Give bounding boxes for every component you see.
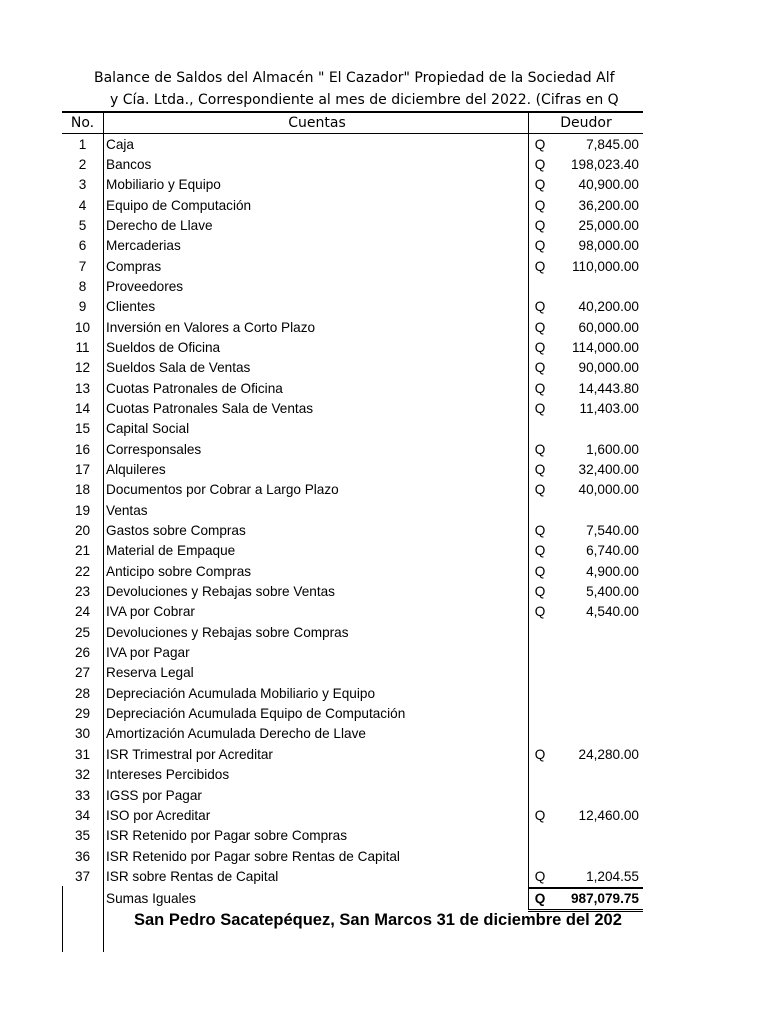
table-row <box>62 216 643 236</box>
row-currency <box>529 785 552 805</box>
row-debit: 7,845.00 <box>586 136 639 152</box>
row-number: 19 <box>74 502 91 518</box>
table-row <box>62 134 643 155</box>
row-currency: Q <box>529 155 552 175</box>
row-debit: 90,000.00 <box>578 360 639 376</box>
row-debit: 114,000.00 <box>571 339 639 355</box>
left-border-line <box>62 886 63 952</box>
row-account: IGSS por Pagar <box>104 785 529 805</box>
row-number: 33 <box>74 787 91 803</box>
row-number: 14 <box>74 400 91 416</box>
table-row <box>62 317 643 337</box>
row-debit: 32,400.00 <box>578 462 639 478</box>
row-number: 2 <box>78 156 87 172</box>
row-currency: Q <box>529 195 552 215</box>
row-currency: Q <box>529 134 552 155</box>
row-account: Mercaderias <box>104 236 529 256</box>
row-currency: Q <box>529 745 552 765</box>
row-currency <box>529 501 552 521</box>
row-currency: Q <box>529 562 552 582</box>
row-currency: Q <box>529 216 552 236</box>
table-row <box>62 399 643 419</box>
row-currency <box>529 684 552 704</box>
row-debit: 4,900.00 <box>586 563 639 579</box>
row-currency <box>529 643 552 663</box>
row-account: Capital Social <box>104 419 529 439</box>
row-number: 27 <box>74 665 91 681</box>
totals-debit: 987,079.75 <box>551 888 643 911</box>
row-number: 21 <box>74 543 91 559</box>
row-debit <box>551 684 643 704</box>
row-account: Mobiliario y Equipo <box>104 175 529 195</box>
row-debit: 110,000.00 <box>571 258 639 274</box>
row-number: 37 <box>74 869 91 885</box>
table-row <box>62 358 643 378</box>
row-currency: Q <box>529 541 552 561</box>
row-currency <box>529 846 552 866</box>
row-currency: Q <box>529 460 552 480</box>
row-number: 9 <box>78 299 87 315</box>
row-account: Material de Empaque <box>104 541 529 561</box>
header-deudor: Deudor <box>529 112 644 134</box>
row-debit <box>551 419 643 439</box>
title-line-2: y Cía. Ltda., Correspondiente al mes de diciembre del 2022. (Cifras en Q <box>110 92 619 108</box>
row-debit: 4,540.00 <box>586 604 639 620</box>
row-number: 3 <box>78 177 87 193</box>
row-debit <box>551 785 643 805</box>
row-account: Corresponsales <box>104 440 529 460</box>
table-row <box>62 155 643 175</box>
row-debit: 11,403.00 <box>579 400 639 416</box>
row-number: 8 <box>78 278 87 294</box>
row-currency: Q <box>529 297 552 317</box>
row-debit: 5,400.00 <box>586 584 639 600</box>
row-debit <box>551 846 643 866</box>
table-row <box>62 521 643 541</box>
row-currency <box>529 704 552 724</box>
row-debit: 40,200.00 <box>578 299 639 315</box>
row-number: 16 <box>74 441 91 457</box>
row-currency <box>529 419 552 439</box>
row-debit: 36,200.00 <box>578 197 639 213</box>
row-currency: Q <box>529 602 552 622</box>
row-currency <box>529 826 552 846</box>
row-number: 23 <box>74 584 91 600</box>
row-number: 31 <box>74 746 91 762</box>
table-row <box>62 175 643 195</box>
table-row <box>62 236 643 256</box>
row-debit: 98,000.00 <box>578 238 639 254</box>
row-currency: Q <box>529 806 552 826</box>
table-row <box>62 195 643 215</box>
row-debit: 1,600.00 <box>586 441 639 457</box>
row-number: 10 <box>74 319 91 335</box>
row-currency: Q <box>529 317 552 337</box>
row-debit: 25,000.00 <box>578 217 639 233</box>
header-no: No. <box>62 112 104 134</box>
row-number: 12 <box>74 360 91 376</box>
row-debit: 198,023.40 <box>570 156 639 172</box>
row-currency: Q <box>529 399 552 419</box>
balance-table <box>62 111 643 912</box>
row-number: 29 <box>74 706 91 722</box>
row-number: 22 <box>74 563 91 579</box>
row-account: Derecho de Llave <box>104 216 529 236</box>
row-debit <box>551 643 643 663</box>
footer-place-date: San Pedro Sacatepéquez, San Marcos 31 de diciembre del 202 <box>134 911 622 929</box>
row-currency <box>529 663 552 683</box>
row-debit <box>551 501 643 521</box>
table-row <box>62 806 643 826</box>
row-number: 36 <box>74 848 91 864</box>
row-number: 30 <box>74 726 91 742</box>
table-row <box>62 256 643 276</box>
row-account: Sueldos Sala de Ventas <box>104 358 529 378</box>
row-currency <box>529 724 552 744</box>
row-currency: Q <box>529 440 552 460</box>
table-row <box>62 724 643 744</box>
row-number: 18 <box>74 482 91 498</box>
table-row <box>62 765 643 785</box>
row-currency: Q <box>529 175 552 195</box>
row-account: Sueldos de Oficina <box>104 338 529 358</box>
row-number: 34 <box>74 807 91 823</box>
row-number: 35 <box>74 828 91 844</box>
row-account: ISR sobre Rentas de Capital <box>104 867 529 888</box>
row-account: Depreciación Acumulada Equipo de Computación <box>104 704 529 724</box>
row-number: 24 <box>74 604 91 620</box>
row-currency: Q <box>529 358 552 378</box>
row-account: Devoluciones y Rebajas sobre Compras <box>104 623 529 643</box>
title-line-1: Balance de Saldos del Almacén " El Cazador" Propiedad de la Sociedad Alf <box>94 70 615 86</box>
row-account: Devoluciones y Rebajas sobre Ventas <box>104 582 529 602</box>
row-number: 6 <box>78 238 87 254</box>
row-number: 4 <box>78 197 87 213</box>
row-account: IVA por Cobrar <box>104 602 529 622</box>
row-number: 20 <box>74 523 91 539</box>
row-number: 13 <box>74 380 91 396</box>
table-row <box>62 541 643 561</box>
table-row <box>62 623 643 643</box>
row-currency <box>529 765 552 785</box>
row-account: Compras <box>104 256 529 276</box>
table-row <box>62 480 643 500</box>
row-debit <box>551 765 643 785</box>
row-debit: 60,000.00 <box>578 319 639 335</box>
table-row <box>62 867 643 888</box>
row-account: Intereses Percibidos <box>104 765 529 785</box>
row-number: 17 <box>74 462 91 478</box>
row-account: ISR Trimestral por Acreditar <box>104 745 529 765</box>
row-number: 28 <box>74 685 91 701</box>
row-debit: 1,204.55 <box>586 868 639 884</box>
table-row <box>62 562 643 582</box>
table-body <box>62 134 643 911</box>
footer-block <box>0 900 649 940</box>
row-account: Cuotas Patronales Sala de Ventas <box>104 399 529 419</box>
row-account: Equipo de Computación <box>104 195 529 215</box>
row-number: 5 <box>78 217 87 233</box>
row-debit: 40,000.00 <box>578 482 639 498</box>
row-debit: 12,460.00 <box>578 807 639 823</box>
totals-currency: Q <box>529 888 552 911</box>
row-currency: Q <box>529 236 552 256</box>
row-currency: Q <box>529 378 552 398</box>
table-row <box>62 826 643 846</box>
row-account: Amortización Acumulada Derecho de Llave <box>104 724 529 744</box>
row-account: Anticipo sobre Compras <box>104 562 529 582</box>
row-number: 15 <box>74 421 91 437</box>
row-account: Gastos sobre Compras <box>104 521 529 541</box>
row-account: IVA por Pagar <box>104 643 529 663</box>
row-debit <box>551 623 643 643</box>
row-currency: Q <box>529 867 552 888</box>
table-row <box>62 846 643 866</box>
row-number: 1 <box>78 136 87 152</box>
row-account: Reserva Legal <box>104 663 529 683</box>
row-currency: Q <box>529 256 552 276</box>
table-row <box>62 460 643 480</box>
row-debit <box>551 704 643 724</box>
row-currency <box>529 623 552 643</box>
row-account: Proveedores <box>104 277 529 297</box>
table-row <box>62 378 643 398</box>
row-account: Ventas <box>104 501 529 521</box>
row-number: 26 <box>74 645 91 661</box>
table-row <box>62 440 643 460</box>
row-account: ISR Retenido por Pagar sobre Rentas de Capital <box>104 846 529 866</box>
row-account: Bancos <box>104 155 529 175</box>
table-row <box>62 419 643 439</box>
row-debit: 7,540.00 <box>586 523 639 539</box>
row-number: 25 <box>74 624 91 640</box>
table-row <box>62 277 643 297</box>
table-row <box>62 704 643 724</box>
row-currency: Q <box>529 338 552 358</box>
row-account: Depreciación Acumulada Mobiliario y Equipo <box>104 684 529 704</box>
row-account: Clientes <box>104 297 529 317</box>
table-row <box>62 582 643 602</box>
row-account: Documentos por Cobrar a Largo Plazo <box>104 480 529 500</box>
account-border-line <box>103 886 104 952</box>
row-account: Caja <box>104 134 529 155</box>
table-row <box>62 338 643 358</box>
table-row <box>62 745 643 765</box>
row-debit: 24,280.00 <box>578 746 639 762</box>
row-account: Inversión en Valores a Corto Plazo <box>104 317 529 337</box>
table-row <box>62 684 643 704</box>
totals-label: Sumas Iguales <box>104 888 529 911</box>
row-number: 11 <box>75 339 90 355</box>
row-account: Cuotas Patronales de Oficina <box>104 378 529 398</box>
row-account: ISO por Acreditar <box>104 806 529 826</box>
row-number: 32 <box>74 767 91 783</box>
row-number: 7 <box>78 258 87 274</box>
table-row <box>62 297 643 317</box>
row-currency: Q <box>529 480 552 500</box>
header-cuentas: Cuentas <box>104 112 529 134</box>
table-header-row <box>62 112 643 134</box>
table-row <box>62 602 643 622</box>
row-debit <box>551 724 643 744</box>
row-currency: Q <box>529 582 552 602</box>
table-row <box>62 785 643 805</box>
row-account: Alquileres <box>104 460 529 480</box>
table-row <box>62 663 643 683</box>
table-row <box>62 501 643 521</box>
row-debit <box>551 826 643 846</box>
row-debit <box>551 663 643 683</box>
row-currency: Q <box>529 521 552 541</box>
row-debit <box>551 277 643 297</box>
row-debit: 40,900.00 <box>578 177 639 193</box>
row-debit: 6,740.00 <box>586 543 639 559</box>
row-debit: 14,443.80 <box>578 380 639 396</box>
row-currency <box>529 277 552 297</box>
table-row <box>62 643 643 663</box>
row-account: ISR Retenido por Pagar sobre Compras <box>104 826 529 846</box>
